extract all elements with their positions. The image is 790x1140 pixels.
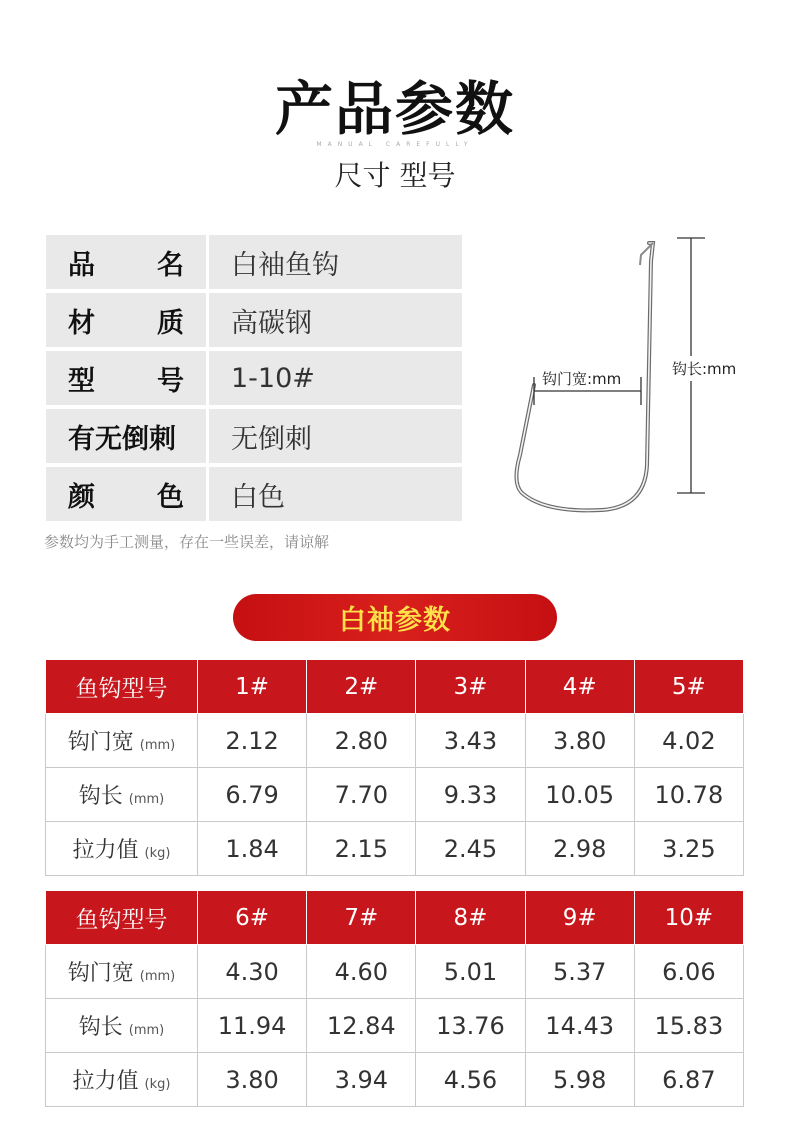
model-cell: 3# xyxy=(416,660,525,714)
model-cell: 2# xyxy=(307,660,416,714)
row-label xyxy=(46,822,198,876)
row-label-text: 钩门宽 xyxy=(67,730,134,755)
spec-row-color xyxy=(46,467,462,521)
spec-table xyxy=(46,235,462,525)
spec-row-barb xyxy=(46,409,462,463)
table-row xyxy=(46,714,744,768)
value-cell: 10.05 xyxy=(525,768,634,822)
spec-value: 无倒刺 xyxy=(209,409,462,463)
spec-value: 1-10# xyxy=(209,351,462,405)
value-cell: 5.37 xyxy=(525,945,634,999)
value-cell: 4.60 xyxy=(307,945,416,999)
value-cell: 2.15 xyxy=(307,822,416,876)
value-cell: 4.30 xyxy=(198,945,307,999)
value-cell: 13.76 xyxy=(416,999,525,1053)
spec-key-char: 颜 xyxy=(68,481,95,513)
table-row xyxy=(46,822,744,876)
model-cell: 1# xyxy=(198,660,307,714)
spec-value: 白袖鱼钩 xyxy=(209,235,462,289)
value-cell: 6.06 xyxy=(634,945,743,999)
value-cell: 9.33 xyxy=(416,768,525,822)
model-cell: 6# xyxy=(198,891,307,945)
spec-key-char: 品 xyxy=(68,249,95,281)
row-unit: (kg) xyxy=(144,846,171,861)
row-unit: (mm) xyxy=(139,738,176,753)
value-cell: 11.94 xyxy=(198,999,307,1053)
spec-key xyxy=(46,293,206,347)
spec-key xyxy=(46,409,206,463)
value-cell: 7.70 xyxy=(307,768,416,822)
measurement-note: 参数均为手工测量，存在一些误差，请谅解 xyxy=(44,533,330,551)
row-label xyxy=(46,945,198,999)
model-cell: 10# xyxy=(634,891,743,945)
table-row xyxy=(46,1053,744,1107)
value-cell: 6.79 xyxy=(198,768,307,822)
value-cell: 2.45 xyxy=(416,822,525,876)
row-label-text: 钩门宽 xyxy=(67,961,134,986)
header-label: 鱼钩型号 xyxy=(46,660,198,714)
value-cell: 3.94 xyxy=(307,1053,416,1107)
model-cell: 9# xyxy=(525,891,634,945)
params-table-2 xyxy=(45,890,744,1107)
row-label-text: 钩长 xyxy=(78,784,123,809)
row-label-text: 钩长 xyxy=(78,1015,123,1040)
table-row xyxy=(46,999,744,1053)
spec-key-char: 名 xyxy=(157,249,184,281)
value-cell: 10.78 xyxy=(634,768,743,822)
table-row xyxy=(46,768,744,822)
row-unit: (mm) xyxy=(128,792,165,807)
value-cell: 4.02 xyxy=(634,714,743,768)
spec-key-char: 色 xyxy=(157,481,184,513)
length-label: 钩长:mm xyxy=(672,356,736,381)
value-cell: 3.25 xyxy=(634,822,743,876)
value-cell: 6.87 xyxy=(634,1053,743,1107)
value-cell: 3.43 xyxy=(416,714,525,768)
row-label xyxy=(46,714,198,768)
value-cell: 1.84 xyxy=(198,822,307,876)
value-cell: 14.43 xyxy=(525,999,634,1053)
page-title: 产品参数 xyxy=(274,75,515,143)
row-label xyxy=(46,1053,198,1107)
table-header-row xyxy=(46,891,744,945)
spec-key-char: 质 xyxy=(157,307,184,339)
spec-key-char: 型 xyxy=(68,365,95,397)
value-cell: 3.80 xyxy=(198,1053,307,1107)
value-cell: 2.12 xyxy=(198,714,307,768)
spec-key xyxy=(46,467,206,521)
row-label-text: 拉力值 xyxy=(72,1069,139,1094)
row-unit: (mm) xyxy=(139,969,176,984)
spec-key-char: 材 xyxy=(68,307,95,339)
spec-row-model xyxy=(46,351,462,405)
row-label-text: 拉力值 xyxy=(72,838,139,863)
spec-row-name xyxy=(46,235,462,289)
header-label: 鱼钩型号 xyxy=(46,891,198,945)
model-cell: 4# xyxy=(525,660,634,714)
spec-key-char: 号 xyxy=(157,365,184,397)
gap-label: 钩门宽:mm xyxy=(542,370,622,388)
spec-row-material xyxy=(46,293,462,347)
model-cell: 8# xyxy=(416,891,525,945)
params-table-1 xyxy=(45,659,744,876)
section-pill: 白袖参数 xyxy=(233,594,557,641)
row-unit: (mm) xyxy=(128,1023,165,1038)
value-cell: 3.80 xyxy=(525,714,634,768)
row-unit: (kg) xyxy=(144,1077,171,1092)
value-cell: 15.83 xyxy=(634,999,743,1053)
row-label xyxy=(46,999,198,1053)
value-cell: 2.98 xyxy=(525,822,634,876)
value-cell: 2.80 xyxy=(307,714,416,768)
value-cell: 4.56 xyxy=(416,1053,525,1107)
model-cell: 5# xyxy=(634,660,743,714)
spec-value: 白色 xyxy=(209,467,462,521)
value-cell: 5.01 xyxy=(416,945,525,999)
spec-key xyxy=(46,351,206,405)
table-header-row xyxy=(46,660,744,714)
page-subtitle-cn: 尺寸 型号 xyxy=(334,159,456,192)
spec-key xyxy=(46,235,206,289)
spec-key-char: 有无倒刺 xyxy=(68,423,176,455)
value-cell: 5.98 xyxy=(525,1053,634,1107)
value-cell: 12.84 xyxy=(307,999,416,1053)
table-row xyxy=(46,945,744,999)
model-cell: 7# xyxy=(307,891,416,945)
page-subtitle-en: MANUAL CAREFULLY xyxy=(316,141,474,148)
spec-value: 高碳钢 xyxy=(209,293,462,347)
row-label xyxy=(46,768,198,822)
